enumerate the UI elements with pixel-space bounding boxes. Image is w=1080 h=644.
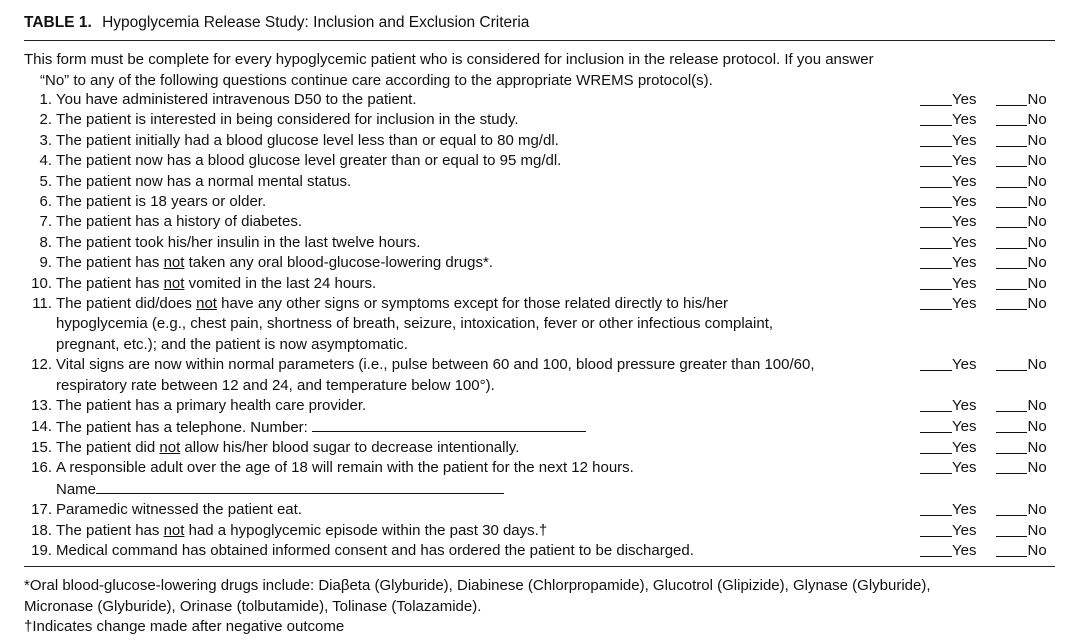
yes-no-answers [920,233,1047,253]
yes-blank[interactable] [920,521,952,537]
yes-blank[interactable] [920,417,952,433]
no-blank[interactable] [996,253,1027,269]
no-blank[interactable] [996,172,1027,188]
yes-no-answers [920,355,1047,375]
no-blank[interactable] [996,131,1027,147]
yes-no-answers [920,500,1047,520]
criterion-text [56,274,926,294]
yes-label: Yes [952,213,977,231]
criteria-list [24,90,1064,561]
criterion-line: Paramedic witnessed the patient eat. [56,501,302,519]
criterion-number: 10. [31,274,52,292]
name-field[interactable] [96,479,504,494]
yes-label: Yes [952,152,977,170]
criterion-text [56,438,926,458]
yes-label: Yes [952,233,977,251]
yes-blank[interactable] [920,131,952,147]
criterion-row [24,90,1064,110]
criterion-text [56,151,926,171]
yes-label: Yes [952,541,977,559]
yes-blank[interactable] [920,233,952,249]
yes-label: Yes [952,459,977,477]
yes-no-answers [920,541,1047,561]
criterion-line: A responsible adult over the age of 18 will remain with the patient for the next 12 hours. [56,459,634,477]
yes-label: Yes [952,521,977,539]
yes-label: Yes [952,438,977,456]
intro-line-2: “No” to any of the following questions continue care according to the appropriate WREMS protocol(s). [40,71,713,89]
no-blank[interactable] [996,212,1027,228]
no-blank[interactable] [996,396,1027,412]
top-rule [24,40,1055,41]
criterion-number: 3. [39,131,52,149]
criterion-row [24,253,1064,273]
no-label: No [1027,541,1047,559]
criterion-row [24,294,1064,355]
yes-label: Yes [952,417,977,435]
no-blank[interactable] [996,355,1027,371]
criterion-text-post: taken any oral blood-glucose-lowering drugs*. [184,254,493,272]
criterion-number: 12. [31,356,52,374]
criterion-line [56,522,547,539]
criterion-text [56,131,926,151]
yes-blank[interactable] [920,192,952,208]
yes-blank[interactable] [920,294,952,310]
criterion-text [56,417,926,438]
yes-blank[interactable] [920,90,952,106]
criterion-text [56,90,926,110]
criterion-underlined-not: not [163,254,185,272]
criterion-number: 7. [39,213,52,231]
criterion-number: 9. [39,254,52,272]
no-blank[interactable] [996,294,1027,310]
no-blank[interactable] [996,417,1027,433]
criterion-text-post: allow his/her blood sugar to decrease intentionally. [180,438,520,456]
intro-paragraph [24,50,1004,91]
criterion-row [24,355,1064,396]
criterion-number: 17. [31,501,52,519]
criterion-text-pre: The patient has [56,274,164,292]
no-label: No [1027,417,1047,435]
criterion-text-pre: The patient has [56,521,164,539]
criterion-text [56,458,926,500]
criterion-row [24,438,1064,458]
criterion-number: 16. [31,459,52,477]
footnote-drugs-line-1: *Oral blood-glucose-lowering drugs include: Diaβeta (Glyburide), Diabinese (Chlorpropamide), Glucotrol (Glipizide), Glynase (Glyburide), [24,577,931,594]
no-label: No [1027,397,1047,415]
criterion-text [56,541,926,561]
criterion-number: 19. [31,541,52,559]
no-label: No [1027,193,1047,211]
criterion-text-pre: The patient did [56,438,160,456]
criterion-row [24,521,1064,541]
criterion-line: The patient is 18 years or older. [56,193,267,211]
yes-label: Yes [952,397,977,415]
no-label: No [1027,152,1047,170]
criterion-underlined-not: not [159,438,181,456]
yes-label: Yes [952,356,977,374]
yes-blank[interactable] [920,253,952,269]
name-label: Name [56,480,97,498]
no-label: No [1027,521,1047,539]
criterion-number: 6. [39,193,52,211]
no-blank[interactable] [996,90,1027,106]
no-blank[interactable] [996,541,1027,557]
criterion-row [24,500,1064,520]
criterion-text-post: vomited in the last 24 hours. [184,274,377,292]
no-label: No [1027,131,1047,149]
criterion-row [24,417,1064,438]
criterion-number: 2. [39,111,52,129]
yes-blank[interactable] [920,110,952,126]
criterion-continuation: hypoglycemia (e.g., chest pain, shortness of breath, seizure, intoxication, fever or other infectious complaint, [56,315,774,333]
yes-label: Yes [952,274,977,292]
criterion-text [56,355,926,396]
yes-blank[interactable] [920,438,952,454]
yes-no-answers [920,192,1047,212]
yes-blank[interactable] [920,151,952,167]
criterion-line: The patient has a primary health care provider. [56,397,367,415]
footnote-rule [24,566,1055,567]
criterion-number: 13. [31,397,52,415]
criterion-text [56,521,926,541]
yes-no-answers [920,212,1047,232]
table-label: TABLE 1. [24,14,92,31]
criterion-row [24,233,1064,253]
criterion-text [56,192,926,212]
criterion-number: 18. [31,521,52,539]
no-blank[interactable] [996,500,1027,516]
no-blank[interactable] [996,151,1027,167]
no-label: No [1027,501,1047,519]
no-label: No [1027,274,1047,292]
criterion-line [56,439,519,456]
responsible-adult-name-row [56,479,926,500]
table-title [24,14,529,32]
criterion-number: 11. [32,295,52,313]
criterion-row [24,396,1064,416]
criterion-row [24,192,1064,212]
criterion-continuation: respiratory rate between 12 and 24, and temperature below 100°). [56,376,495,394]
yes-label: Yes [952,111,977,129]
criterion-line: The patient has a telephone. Number: [56,418,308,436]
yes-label: Yes [952,501,977,519]
criterion-number: 1. [39,91,52,108]
criterion-underlined-not: not [163,521,185,539]
yes-no-answers [920,458,1047,478]
criterion-text [56,172,926,192]
no-label: No [1027,459,1047,477]
yes-no-answers [920,253,1047,273]
criterion-number: 4. [39,152,52,170]
criterion-number: 8. [39,233,52,251]
criterion-underlined-not: not [196,295,217,313]
yes-blank[interactable] [920,541,952,557]
yes-no-answers [920,294,1047,314]
criterion-text [56,212,926,232]
criterion-row [24,110,1064,130]
criterion-text [56,396,926,416]
no-label: No [1027,356,1047,374]
criterion-underlined-not: not [163,274,185,292]
criterion-row [24,541,1064,561]
criterion-text [56,110,926,130]
no-blank[interactable] [996,192,1027,208]
criterion-text-post: have any other signs or symptoms except for those related directly to his/her [216,295,729,313]
intro-line-1: This form must be complete for every hypoglycemic patient who is considered for inclusion in the release protocol. If you answer [24,51,874,68]
no-label: No [1027,233,1047,251]
telephone-number-field[interactable] [312,417,586,432]
criterion-text [56,294,926,355]
criterion-line [56,295,728,312]
criterion-text [56,500,926,520]
yes-blank[interactable] [920,500,952,516]
criterion-line: Vital signs are now within normal parameters (i.e., pulse between 60 and 100, blood pressure greater than 100/60, [56,356,815,374]
criterion-row [24,172,1064,192]
criterion-row [24,458,1064,500]
no-blank[interactable] [996,110,1027,126]
no-blank[interactable] [996,458,1027,474]
criterion-line: You have administered intravenous D50 to the patient. [56,91,417,108]
criterion-text [56,233,926,253]
criterion-line: Medical command has obtained informed consent and has ordered the patient to be discharged. [56,541,694,559]
no-label: No [1027,213,1047,231]
yes-blank[interactable] [920,274,952,290]
criterion-text [56,253,926,273]
yes-no-answers [920,396,1047,416]
no-blank[interactable] [996,438,1027,454]
yes-blank[interactable] [920,212,952,228]
yes-no-answers [920,274,1047,294]
yes-label: Yes [952,254,977,272]
yes-label: Yes [952,131,977,149]
yes-no-answers [920,438,1047,458]
criterion-line: The patient took his/her insulin in the last twelve hours. [56,233,421,251]
criterion-number: 15. [31,438,52,456]
yes-no-answers [920,110,1047,130]
yes-label: Yes [952,91,977,108]
yes-blank[interactable] [920,396,952,412]
no-label: No [1027,295,1047,313]
criterion-text-post: had a hypoglycemic episode within the past 30 days.† [184,521,548,539]
criterion-number: 14. [31,417,52,435]
yes-blank[interactable] [920,458,952,474]
criterion-line: The patient now has a normal mental status. [56,172,352,190]
yes-label: Yes [952,193,977,211]
criterion-line [56,254,493,271]
criterion-row [24,212,1064,232]
footnote-drugs-line-2: Micronase (Glyburide), Orinase (tolbutamide), Tolinase (Tolazamide). [24,597,482,615]
yes-blank[interactable] [920,172,952,188]
no-label: No [1027,254,1047,272]
yes-label: Yes [952,172,977,190]
no-blank[interactable] [996,521,1027,537]
criterion-continuation: pregnant, etc.); and the patient is now asymptomatic. [56,335,408,353]
criterion-row [24,274,1064,294]
criterion-line [56,275,376,292]
yes-no-answers [920,521,1047,541]
criterion-line: The patient is interested in being considered for inclusion in the study. [56,111,519,129]
yes-no-answers [920,90,1047,110]
yes-no-answers [920,131,1047,151]
no-label: No [1027,91,1047,108]
yes-no-answers [920,417,1047,437]
no-label: No [1027,438,1047,456]
criterion-text-pre: The patient did/does [56,295,197,313]
criterion-row [24,131,1064,151]
criterion-line: The patient has a history of diabetes. [56,213,302,231]
no-label: No [1027,172,1047,190]
footnotes [24,576,1064,638]
no-label: No [1027,111,1047,129]
yes-no-answers [920,151,1047,171]
yes-no-answers [920,172,1047,192]
criterion-line: The patient initially had a blood glucose level less than or equal to 80 mg/dl. [56,131,559,149]
yes-label: Yes [952,295,977,313]
criterion-line: The patient now has a blood glucose level greater than or equal to 95 mg/dl. [56,152,562,170]
criterion-text-pre: The patient has [56,254,164,272]
criterion-row [24,151,1064,171]
table-title-text: Hypoglycemia Release Study: Inclusion and Exclusion Criteria [102,14,530,31]
no-blank[interactable] [996,274,1027,290]
yes-blank[interactable] [920,355,952,371]
footnote-dagger: †Indicates change made after negative outcome [24,618,345,635]
no-blank[interactable] [996,233,1027,249]
criterion-number: 5. [39,172,52,190]
